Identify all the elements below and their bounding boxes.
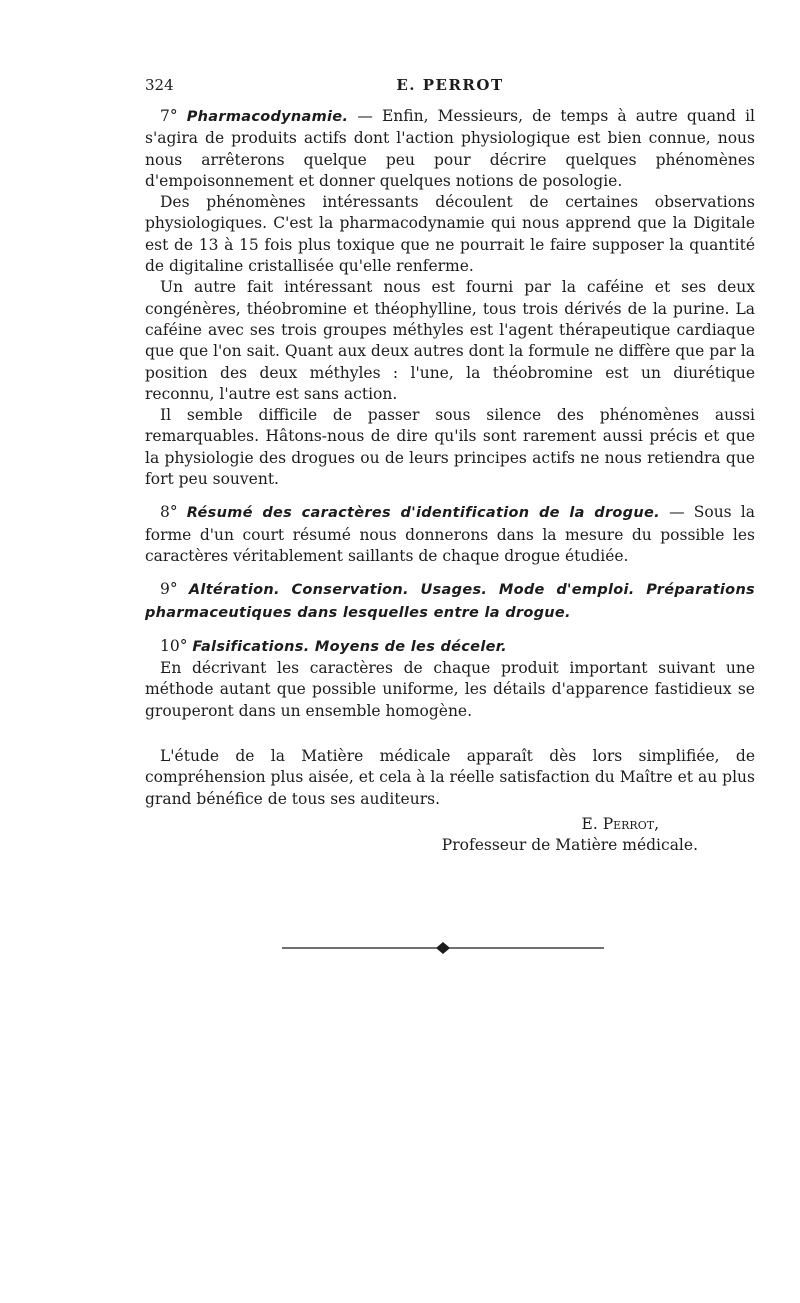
section-7-paragraph-3: Un autre fait intéressant nous est fourni par la caféine et ses deux congénères, théobromine et théophylline, tous trois dérivés de la purine. La caféine avec ses trois groupes méthyles est l'agent thérapeutique cardiaque que que l'on sait. Quant aux deux autres dont la formule ne diffère que par la position des deux méthyles : l'une, la théobromine est un diurétique reconnu, l'autre est sans action. bbox=[145, 278, 755, 403]
section-7-paragraph-2: Des phénomènes intéressants découlent de certaines observations physiologiques. C'est la pharmacodynamie qui nous apprend que la Digitale est de 13 à 15 fois plus toxique que ne pourrait le faire supposer la quantité de digitaline cristallisée qu'elle renferme. bbox=[145, 193, 755, 276]
signature-surname: Perrot, bbox=[602, 814, 659, 833]
section-10-heading bbox=[145, 636, 755, 658]
section-8-number: 8° bbox=[160, 503, 178, 522]
section-8-title: Résumé des caractères d'identification de la drogue. bbox=[186, 505, 660, 522]
closing-paragraph-block bbox=[145, 746, 755, 810]
section-7-paragraph-4: Il semble difficile de passer sous silence des phénomènes aussi remarquables. Hâtons-nous de dire qu'ils sont rarement aussi précis et que la physiologie des drogues ou de leurs principes actifs ne nous retiendra que fort peu souvent. bbox=[145, 406, 755, 489]
section-8-paragraph bbox=[145, 502, 755, 567]
signature-title: Professeur de Matière médicale. bbox=[441, 835, 698, 854]
section-7-title: Pharmacodynamie. bbox=[186, 109, 349, 125]
section-7-lead: — Enfin, Messieurs, de temps à autre quand il s'agira de produits actifs dont l'action physiologique est bien connue, nous nous arrêterons quelque peu pour décrire quelques phénomènes d'empoisonnement et donner quelques notions de posologie. bbox=[145, 107, 755, 190]
end-ornament bbox=[282, 941, 604, 955]
section-10-title: Falsifications. Moyens de les déceler. bbox=[192, 638, 507, 655]
section-10-number: 10° bbox=[160, 636, 188, 655]
signature bbox=[145, 814, 755, 856]
section-7-paragraph-1 bbox=[145, 106, 755, 192]
section-10-paragraph: En décrivant les caractères de chaque produit important suivant une méthode autant que possible uniforme, les détails d'apparence fastidieux se grouperont dans un ensemble homogène. bbox=[145, 659, 755, 720]
page-number: 324 bbox=[145, 76, 174, 94]
section-9 bbox=[145, 579, 755, 624]
section-7 bbox=[145, 106, 755, 490]
running-head: E. PERROT bbox=[396, 76, 504, 94]
signature-initial: E. bbox=[581, 814, 603, 833]
section-9-title: Altération. Conservation. Usages. Mode d'emploi. Préparations pharmaceutiques dans lesquelles entre la drogue. bbox=[145, 582, 755, 621]
section-9-paragraph bbox=[145, 579, 755, 624]
signature-name bbox=[145, 814, 755, 835]
section-10 bbox=[145, 636, 755, 722]
section-9-number: 9° bbox=[160, 580, 178, 599]
page-header bbox=[145, 76, 755, 106]
closing-paragraph: L'étude de la Matière médicale apparaît dès lors simplifiée, de compréhension plus aisée, et cela à la réelle satisfaction du Maître et au plus grand bénéfice de tous ses auditeurs. bbox=[145, 747, 755, 808]
section-8 bbox=[145, 502, 755, 567]
section-7-number: 7° bbox=[160, 107, 178, 125]
ornament-diamond-icon bbox=[436, 942, 450, 954]
section-8-text: — Sous la forme d'un court résumé nous donnerons dans la mesure du possible les caractères véritablement saillants de chaque drogue étudiée. bbox=[145, 503, 755, 565]
document-page bbox=[145, 76, 755, 856]
